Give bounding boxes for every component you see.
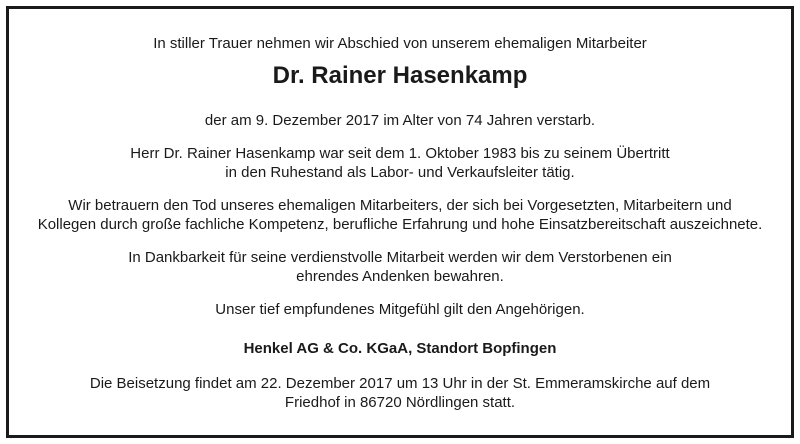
company-name: Henkel AG & Co. KGaA, Standort Bopfingen	[243, 340, 557, 357]
mourning-text-line-2: Kollegen durch große fachliche Kompetenz, berufliche Erfahrung und hohe Einsatzbereitschaft auszeichnete.	[37, 216, 763, 233]
mourning-text-line-1: Wir betrauern den Tod unseres ehemaligen Mitarbeiters, der sich bei Vorgesetzten, Mitarbeitern und	[68, 197, 732, 214]
gratitude-text-line-1: In Dankbarkeit für seine verdienstvolle Mitarbeit werden wir dem Verstorbenen ein	[128, 249, 672, 266]
career-text-line-1: Herr Dr. Rainer Hasenkamp war seit dem 1. Oktober 1983 bis zu seinem Übertritt	[130, 145, 670, 162]
career-text-line-2: in den Ruhestand als Labor- und Verkaufsleiter tätig.	[225, 164, 575, 181]
death-text: der am 9. Dezember 2017 im Alter von 74 Jahren verstarb.	[204, 112, 596, 129]
gratitude-text-line-2: ehrendes Andenken bewahren.	[296, 268, 504, 285]
condolence-text: Unser tief empfundenes Mitgefühl gilt den Angehörigen.	[215, 301, 585, 318]
funeral-text-line-1: Die Beisetzung findet am 22. Dezember 2017 um 13 Uhr in der St. Emmeramskirche auf dem	[89, 375, 711, 392]
funeral-text-line-2: Friedhof in 86720 Nördlingen statt.	[284, 394, 516, 411]
intro-text: In stiller Trauer nehmen wir Abschied von unserem ehemaligen Mitarbeiter	[153, 35, 647, 52]
deceased-name: Dr. Rainer Hasenkamp	[272, 62, 528, 89]
